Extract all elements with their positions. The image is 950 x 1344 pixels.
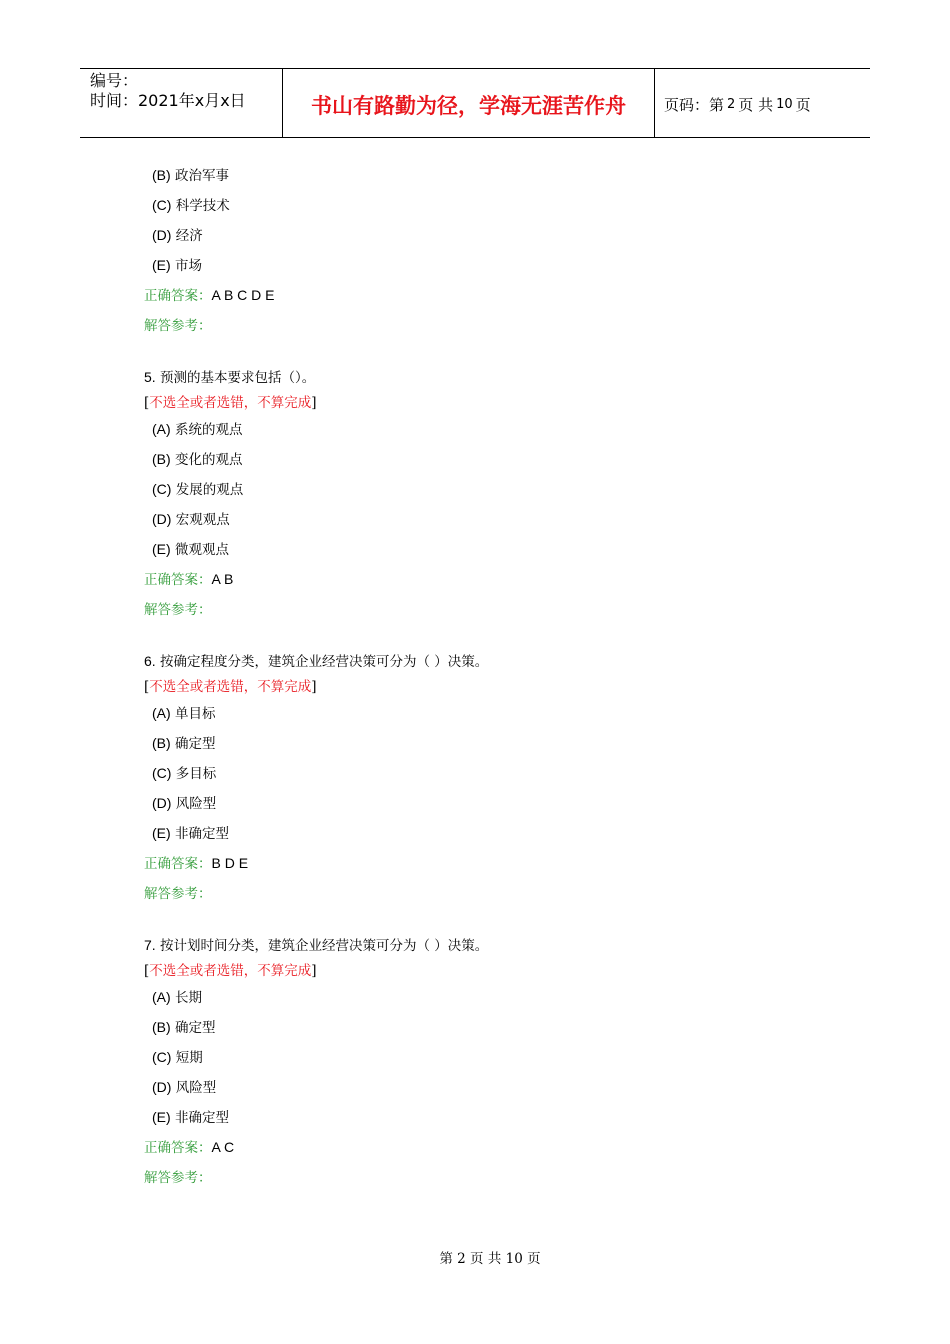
correct-answer: 正确答案：B D E — [144, 855, 249, 872]
correct-answer: 正确答案：A C — [144, 1139, 235, 1156]
answer-reference: 解答参考： — [144, 602, 212, 618]
option-item: (B) 确定型 — [152, 1019, 216, 1036]
question-text: 7. 按计划时间分类，建筑企业经营决策可分为（ ）决策。 — [144, 937, 489, 954]
answer-reference: 解答参考： — [144, 1170, 212, 1186]
option-item: (C) 发展的观点 — [152, 481, 244, 498]
option-item: (B) 变化的观点 — [152, 451, 243, 468]
option-item: (B) 政治军事 — [152, 167, 229, 184]
question-text: 6. 按确定程度分类，建筑企业经营决策可分为（ ）决策。 — [144, 653, 489, 670]
answer-reference: 解答参考： — [144, 886, 212, 902]
warning-note: [不选全或者选错，不算完成] — [144, 395, 317, 411]
warning-note: [不选全或者选错，不算完成] — [144, 963, 317, 979]
option-item: (A) 单目标 — [152, 705, 216, 722]
header-meta — [80, 69, 282, 137]
correct-answer: 正确答案：A B C D E — [144, 287, 275, 304]
option-item: (D) 经济 — [152, 227, 203, 244]
warning-note: [不选全或者选错，不算完成] — [144, 679, 317, 695]
question-text: 5. 预测的基本要求包括（）。 — [144, 369, 316, 386]
page-footer: 第 2 页 共 10 页 — [439, 1251, 541, 1267]
page-mid: 页 共 — [738, 95, 774, 114]
page-total: 10 — [776, 96, 793, 112]
page-prefix: 页码：第 — [664, 95, 725, 114]
page-suffix: 页 — [795, 95, 811, 114]
option-item: (A) 长期 — [152, 989, 202, 1006]
page-current: 2 — [727, 96, 736, 112]
option-item: (E) 微观观点 — [152, 541, 229, 558]
option-item: (C) 多目标 — [152, 765, 217, 782]
correct-answer: 正确答案：A B — [144, 571, 234, 588]
doc-id-label: 编号： — [90, 71, 139, 90]
page-header — [80, 68, 870, 138]
header-page-number — [655, 69, 870, 137]
option-item: (E) 非确定型 — [152, 1109, 229, 1126]
option-item: (A) 系统的观点 — [152, 421, 243, 438]
answer-reference: 解答参考： — [144, 318, 212, 334]
option-item: (C) 科学技术 — [152, 197, 230, 214]
option-item: (B) 确定型 — [152, 735, 216, 752]
header-motto: 书山有路勤为径，学海无涯苦作舟 — [282, 69, 655, 137]
option-item: (D) 风险型 — [152, 795, 217, 812]
option-item: (D) 宏观观点 — [152, 511, 230, 528]
option-item: (E) 非确定型 — [152, 825, 229, 842]
doc-time-label: 时间：2021年x月x日 — [90, 91, 246, 110]
option-item: (D) 风险型 — [152, 1079, 217, 1096]
option-item: (E) 市场 — [152, 257, 202, 274]
option-item: (C) 短期 — [152, 1049, 203, 1066]
